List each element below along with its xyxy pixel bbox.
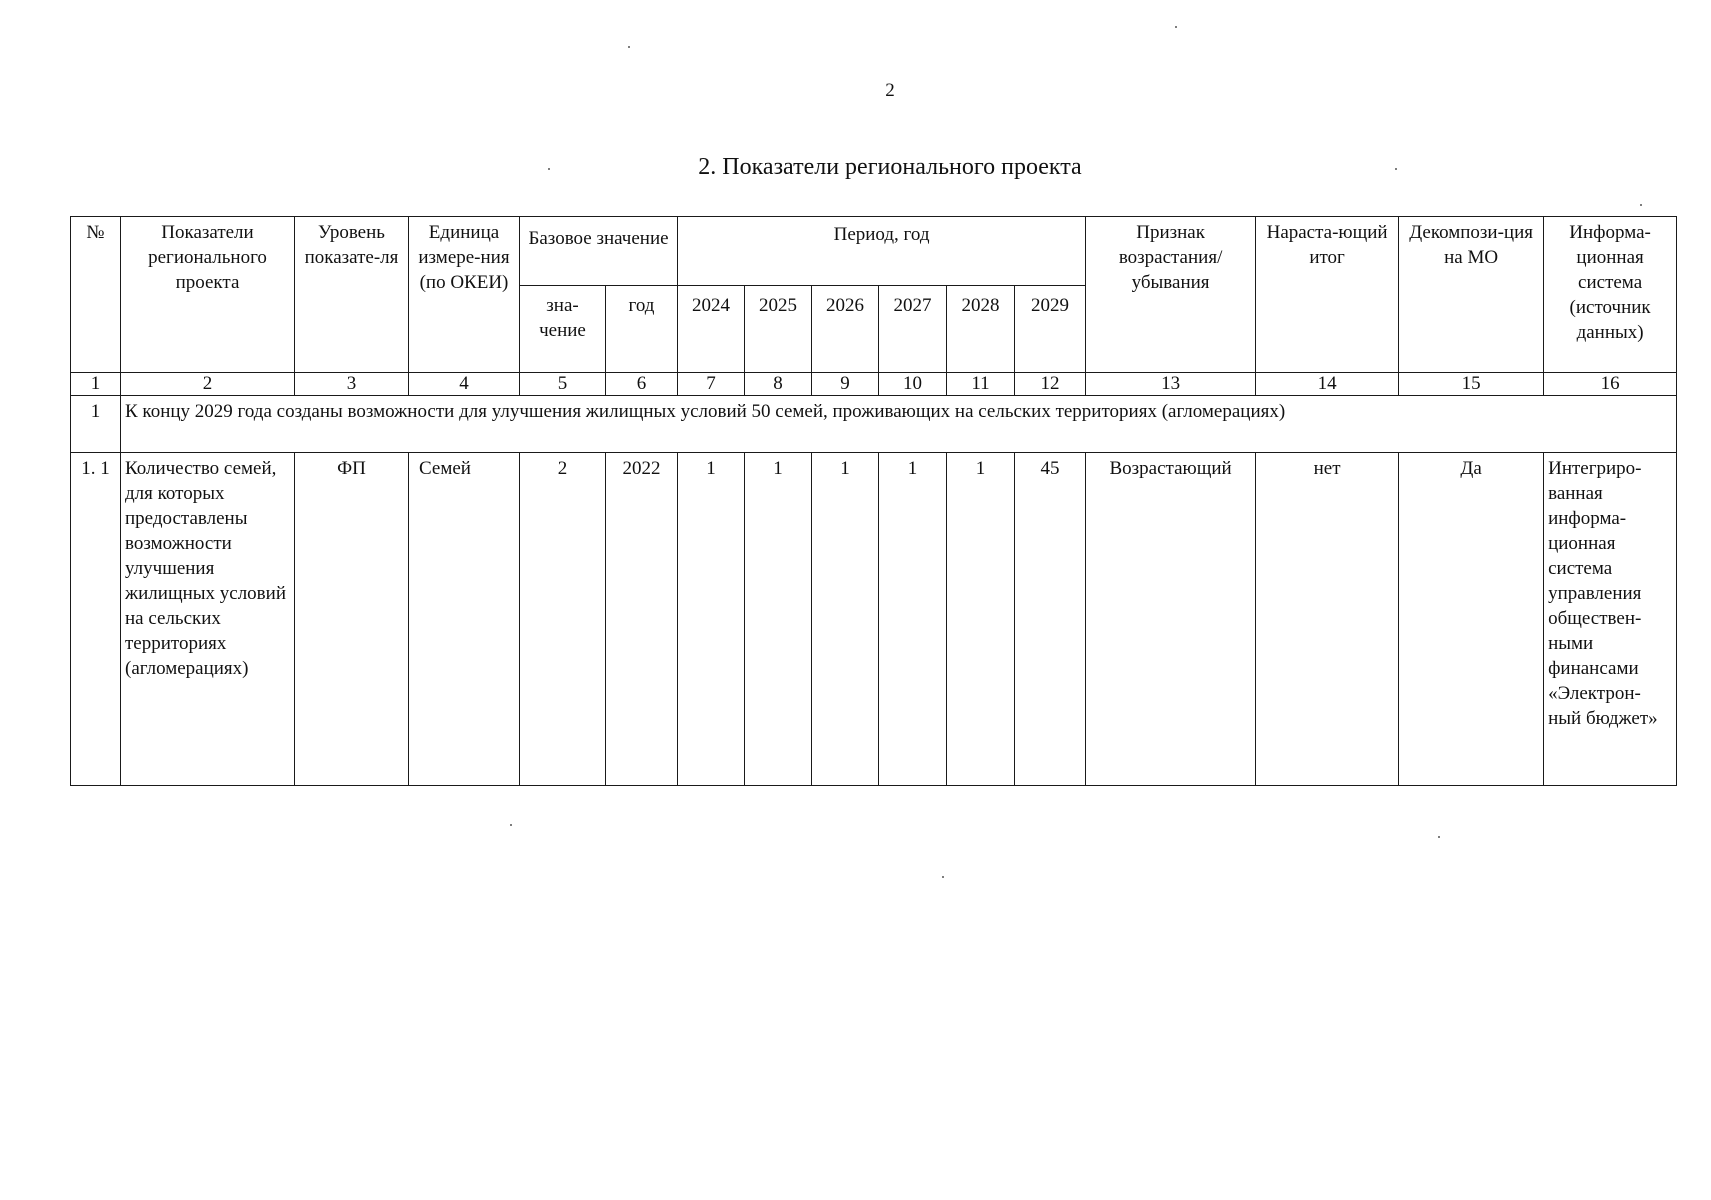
header-period: Период, год	[678, 217, 1086, 286]
table-row	[71, 453, 1677, 786]
row-cumulative: нет	[1256, 453, 1399, 786]
column-number: 13	[1086, 373, 1256, 396]
column-number: 4	[409, 373, 520, 396]
column-number-row	[71, 373, 1677, 396]
column-number: 15	[1399, 373, 1544, 396]
scan-speck	[1640, 204, 1642, 206]
indicators-table	[70, 216, 1677, 786]
column-number: 3	[295, 373, 409, 396]
column-number: 9	[812, 373, 879, 396]
header-year-2029: 2029	[1015, 286, 1086, 373]
column-number: 1	[71, 373, 121, 396]
header-year-2026: 2026	[812, 286, 879, 373]
header-year-2028: 2028	[947, 286, 1015, 373]
row-trend: Возрастающий	[1086, 453, 1256, 786]
header-year-2024: 2024	[678, 286, 745, 373]
row-value-2026: 1	[812, 453, 879, 786]
goal-row	[71, 396, 1677, 453]
header-year-2027: 2027	[879, 286, 947, 373]
scan-speck	[628, 46, 630, 48]
row-unit: Семей	[409, 453, 520, 786]
row-value-2025: 1	[745, 453, 812, 786]
scan-speck	[1438, 836, 1440, 838]
scan-speck	[548, 168, 550, 170]
scan-speck	[942, 876, 944, 878]
row-level: ФП	[295, 453, 409, 786]
header-cumulative: Нараста-ющий итог	[1256, 217, 1399, 373]
row-value-2028: 1	[947, 453, 1015, 786]
row-value-2029: 45	[1015, 453, 1086, 786]
header-unit: Единица измере-ния (по ОКЕИ)	[409, 217, 520, 373]
header-decomposition: Декомпози-ция на МО	[1399, 217, 1544, 373]
column-number: 2	[121, 373, 295, 396]
column-number: 10	[879, 373, 947, 396]
column-number: 7	[678, 373, 745, 396]
header-base-value: зна-чение	[520, 286, 606, 373]
goal-number: 1	[71, 396, 121, 453]
page-title: 2. Показатели регионального проекта	[698, 154, 1082, 180]
header-year-2025: 2025	[745, 286, 812, 373]
header-no: №	[71, 217, 121, 373]
scan-speck	[1395, 168, 1397, 170]
column-number: 16	[1544, 373, 1677, 396]
header-base: Базовое значение	[520, 217, 678, 286]
header-info-system: Информа-ционная система (источник данных)	[1544, 217, 1677, 373]
header-indicator: Показатели регионального проекта	[121, 217, 295, 373]
column-number: 8	[745, 373, 812, 396]
scan-speck	[1175, 26, 1177, 28]
row-value-2024: 1	[678, 453, 745, 786]
page-number: 2	[885, 80, 895, 101]
header-level: Уровень показате-ля	[295, 217, 409, 373]
column-number: 11	[947, 373, 1015, 396]
row-info-system: Интегриро-ванная информа-ционная система управления обществен-ными финансами «Электрон-ный бюджет»	[1544, 453, 1677, 786]
column-number: 14	[1256, 373, 1399, 396]
header-trend: Признак возрастания/ убывания	[1086, 217, 1256, 373]
column-number: 12	[1015, 373, 1086, 396]
row-decomposition: Да	[1399, 453, 1544, 786]
header-row-top	[71, 217, 1677, 286]
row-indicator: Количество семей, для которых предоставлены возможности улучшения жилищных условий на сельских территориях (агломерациях)	[121, 453, 295, 786]
column-number: 5	[520, 373, 606, 396]
column-number: 6	[606, 373, 678, 396]
scan-speck	[510, 824, 512, 826]
row-base-value: 2	[520, 453, 606, 786]
row-value-2027: 1	[879, 453, 947, 786]
goal-text: К концу 2029 года созданы возможности для улучшения жилищных условий 50 семей, проживающих на сельских территориях (агломерациях)	[121, 396, 1677, 453]
row-number: 1. 1	[71, 453, 121, 786]
header-base-year: год	[606, 286, 678, 373]
row-base-year: 2022	[606, 453, 678, 786]
